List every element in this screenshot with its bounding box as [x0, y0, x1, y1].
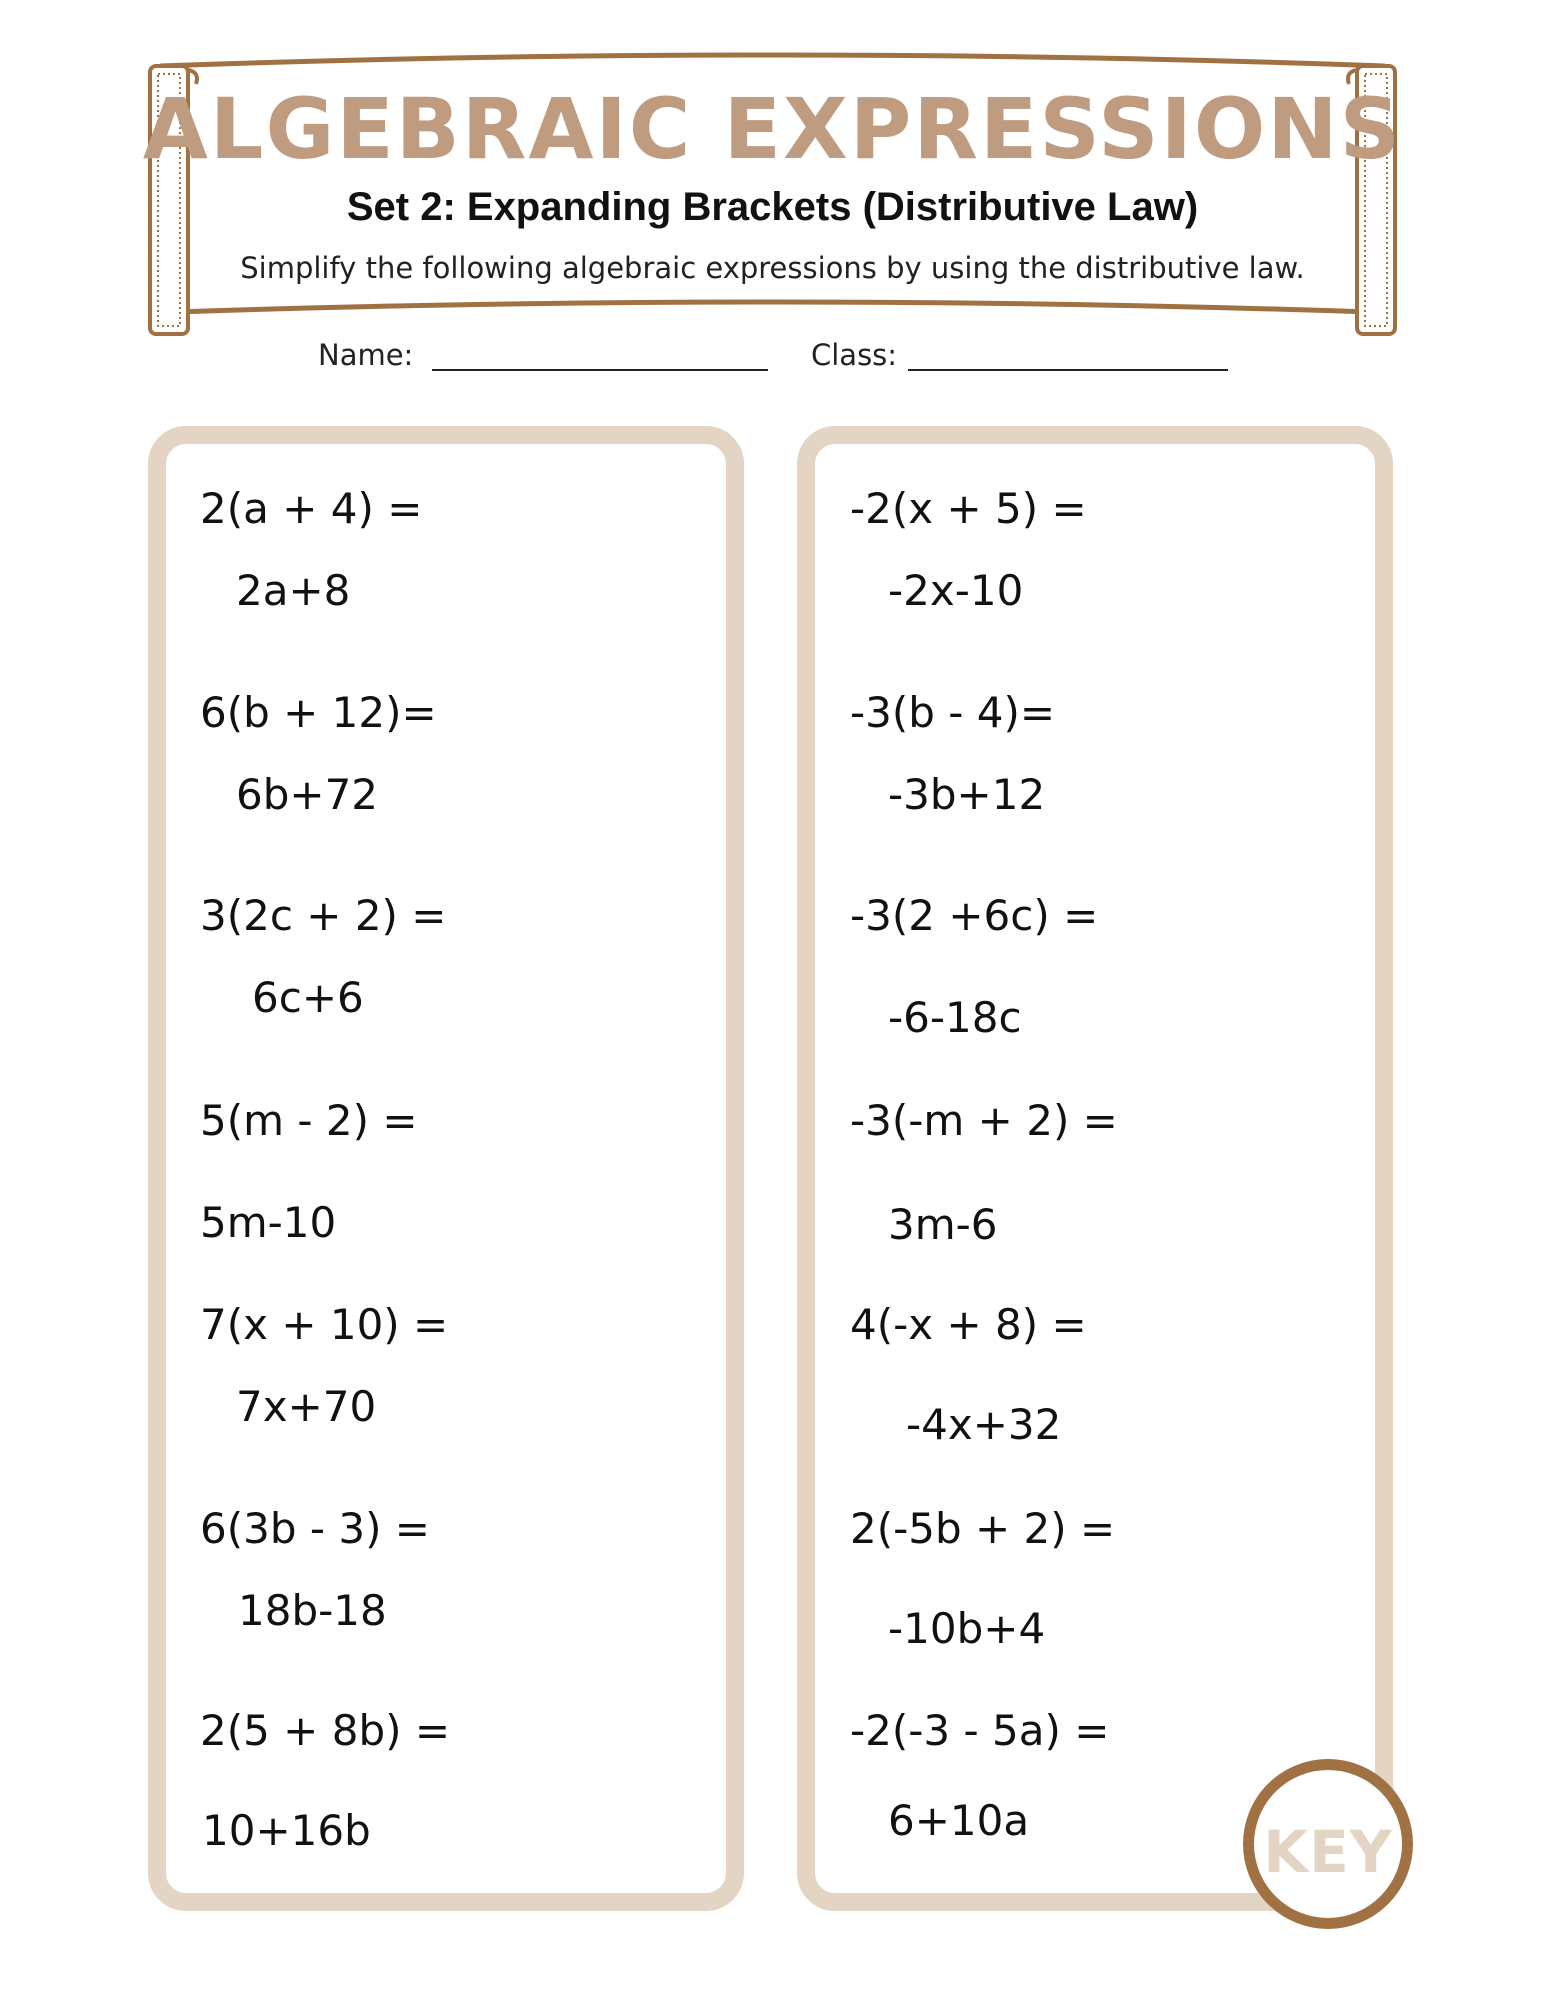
name-field[interactable]: [432, 369, 768, 371]
answer-left-7: 10+16b: [202, 1806, 371, 1855]
problem-left-2: 6(b + 12)=: [200, 688, 437, 737]
answer-right-7: 6+10a: [888, 1796, 1030, 1845]
answer-left-2: 6b+72: [236, 770, 379, 819]
instructions-text: Simplify the following algebraic expressions by using the distributive law.: [240, 251, 1305, 285]
class-label: Class:: [811, 338, 898, 372]
problem-left-4: 5(m - 2) =: [200, 1096, 418, 1145]
answer-right-1: -2x-10: [888, 566, 1024, 615]
answer-left-5: 7x+70: [236, 1382, 377, 1431]
class-field[interactable]: [908, 369, 1228, 371]
name-label: Name:: [318, 338, 414, 372]
left-problems-panel: [148, 426, 744, 1911]
scroll-top-edge: [160, 55, 1385, 66]
problem-right-7: -2(-3 - 5a) =: [850, 1706, 1110, 1755]
scroll-bottom-edge: [175, 302, 1370, 312]
scroll-banner: [0, 0, 1545, 360]
problem-right-4: -3(-m + 2) =: [850, 1096, 1118, 1145]
answer-right-2: -3b+12: [888, 770, 1046, 819]
answer-right-5: -4x+32: [906, 1400, 1062, 1449]
problem-right-5: 4(-x + 8) =: [850, 1300, 1087, 1349]
problem-right-6: 2(-5b + 2) =: [850, 1504, 1116, 1553]
answer-right-4: 3m-6: [888, 1200, 998, 1249]
problem-left-7: 2(5 + 8b) =: [200, 1706, 451, 1755]
answer-right-6: -10b+4: [888, 1604, 1046, 1653]
problem-right-3: -3(2 +6c) =: [850, 891, 1099, 940]
problem-right-1: -2(x + 5) =: [850, 484, 1087, 533]
problem-left-6: 6(3b - 3) =: [200, 1504, 430, 1553]
worksheet-subtitle: Set 2: Expanding Brackets (Distributive Law): [346, 185, 1199, 229]
answer-right-3: -6-18c: [888, 993, 1022, 1042]
answer-key-badge: [1243, 1759, 1413, 1929]
right-problems-panel: [797, 426, 1393, 1911]
answer-left-1: 2a+8: [236, 566, 351, 615]
answer-left-6: 18b-18: [238, 1586, 387, 1635]
problem-left-5: 7(x + 10) =: [200, 1300, 449, 1349]
problem-left-3: 3(2c + 2) =: [200, 891, 447, 940]
answer-left-4: 5m-10: [200, 1198, 337, 1247]
answer-left-3: 6c+6: [252, 973, 364, 1022]
page-title: ALGEBRAIC EXPRESSIONS: [142, 80, 1403, 178]
problem-left-1: 2(a + 4) =: [200, 484, 423, 533]
answer-key-label: KEY: [1263, 1818, 1393, 1886]
problem-right-2: -3(b - 4)=: [850, 688, 1056, 737]
